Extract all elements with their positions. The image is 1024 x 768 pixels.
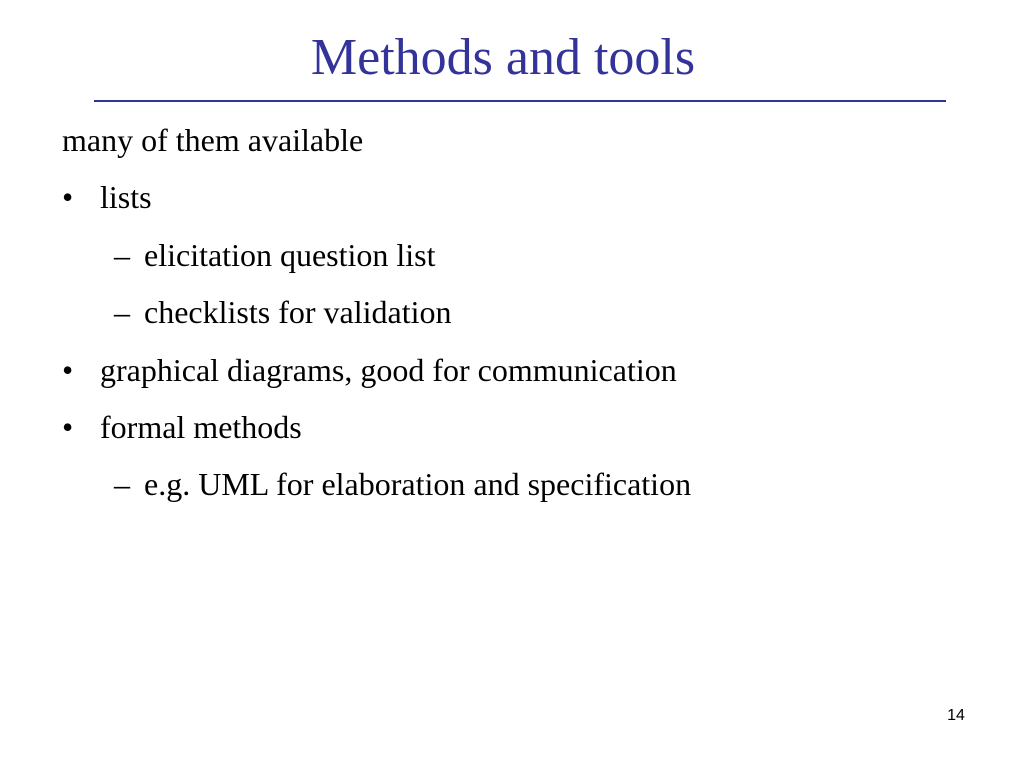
bullet-item	[62, 342, 962, 399]
sub-bullet-text: elicitation question list	[144, 236, 436, 273]
sub-bullet-text: e.g. UML for elaboration and specification	[144, 466, 692, 503]
bullet-item	[62, 399, 962, 456]
bullet-text: graphical diagrams, good for communication	[100, 351, 677, 388]
slide-title: Methods and tools	[310, 29, 696, 86]
bullet-marker: •	[62, 351, 74, 388]
intro-line	[62, 112, 962, 169]
dash-marker: –	[114, 236, 130, 273]
sub-bullet-item	[62, 456, 962, 513]
intro-text: many of them available	[62, 122, 364, 158]
bullet-text: formal methods	[100, 408, 302, 445]
title-divider	[94, 100, 946, 102]
dash-marker: –	[114, 294, 130, 331]
dash-marker: –	[114, 466, 130, 503]
sub-bullet-item	[62, 284, 962, 341]
bullet-item	[62, 169, 962, 226]
bullet-marker: •	[62, 408, 74, 445]
sub-bullet-text: checklists for validation	[144, 294, 452, 331]
slide-content	[62, 112, 962, 514]
page-number: 14	[947, 707, 965, 724]
sub-bullet-item	[62, 227, 962, 284]
bullet-marker: •	[62, 179, 74, 216]
bullet-text: lists	[100, 179, 152, 216]
